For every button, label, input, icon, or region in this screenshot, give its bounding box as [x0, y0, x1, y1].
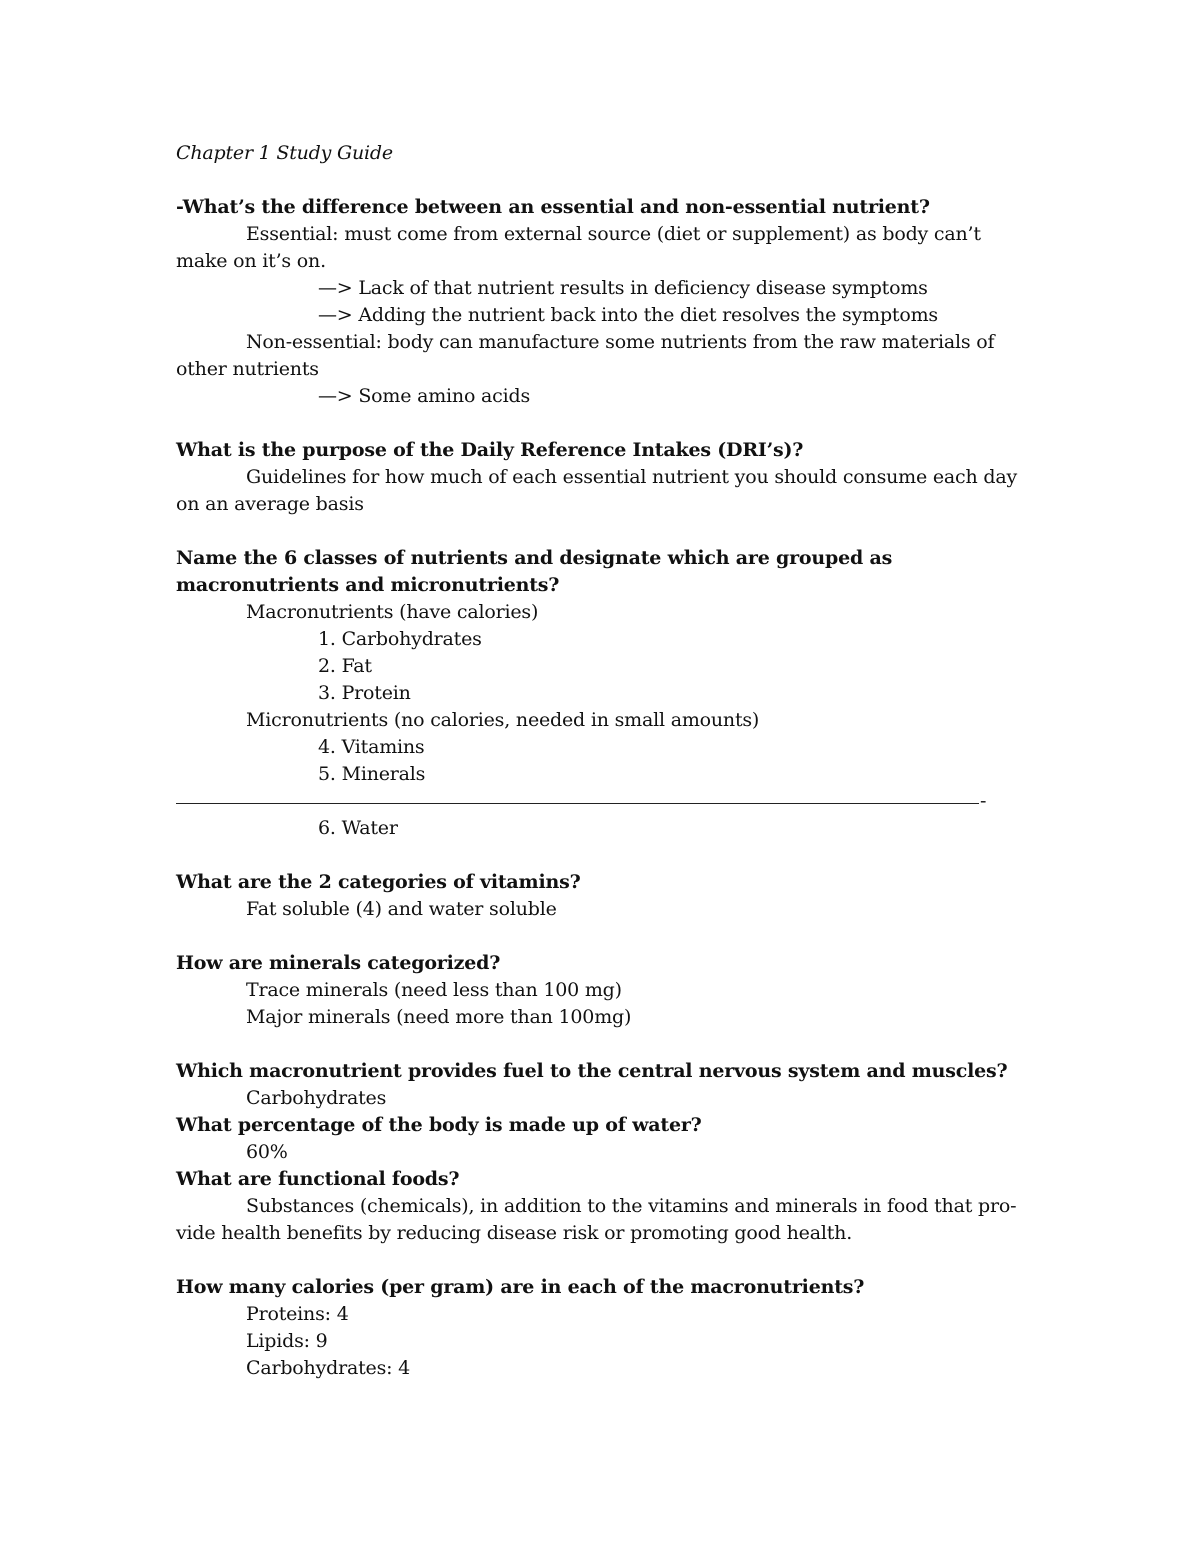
answer-text: Guidelines for how much of each essential nutrient you should consume each day on an average basis	[176, 466, 1017, 515]
document-title: Chapter 1 Study Guide	[176, 142, 393, 164]
section-calories	[176, 1274, 1026, 1382]
document-page	[176, 140, 1026, 1382]
list-item: 4. Vitamins	[318, 736, 425, 758]
question-heading: What are the 2 categories of vitamins?	[176, 871, 581, 893]
answer-text: Non-essential: body can manufacture some nutrients from the raw materials of other nutrients	[176, 331, 995, 380]
question-heading: Name the 6 classes of nutrients and designate which are grouped as macronutrients and micronutrients?	[176, 547, 893, 596]
section-nutrient-classes	[176, 545, 1026, 842]
question-heading: What is the purpose of the Daily Reference Intakes (DRI’s)?	[176, 439, 804, 461]
question-heading: How are minerals categorized?	[176, 952, 501, 974]
question-heading: What are functional foods?	[176, 1168, 460, 1190]
section-dri	[176, 437, 1026, 518]
answer-text: Substances (chemicals), in addition to the vitamins and minerals in food that pro-vide health benefits by reducing disease risk or promoting good health.	[176, 1195, 1017, 1244]
section-essential-nutrients	[176, 194, 1026, 410]
list-item: 6. Water	[318, 817, 398, 839]
rule-line	[176, 803, 979, 804]
rule-dash: -	[980, 790, 987, 812]
horizontal-rule	[176, 788, 1026, 815]
list-item: 2. Fat	[318, 655, 372, 677]
answer-point: —> Some amino acids	[318, 385, 531, 407]
answer-text: Carbohydrates: 4	[246, 1357, 411, 1379]
answer-text: Lipids: 9	[246, 1330, 328, 1352]
answer-label: Macronutrients (have calories)	[246, 601, 539, 623]
answer-label: Micronutrients (no calories, needed in small amounts)	[246, 709, 760, 731]
section-water-percentage	[176, 1112, 1026, 1166]
answer-text: Trace minerals (need less than 100 mg)	[246, 979, 622, 1001]
list-item: 1. Carbohydrates	[318, 628, 482, 650]
answer-text: Major minerals (need more than 100mg)	[246, 1006, 632, 1028]
answer-text: 60%	[246, 1141, 288, 1163]
question-heading: What percentage of the body is made up of water?	[176, 1114, 702, 1136]
answer-text: Fat soluble (4) and water soluble	[246, 898, 557, 920]
section-vitamins	[176, 869, 1026, 923]
section-fuel	[176, 1058, 1026, 1112]
answer-point: —> Adding the nutrient back into the diet resolves the symptoms	[318, 304, 938, 326]
answer-text: Proteins: 4	[246, 1303, 349, 1325]
answer-text: Carbohydrates	[246, 1087, 387, 1109]
list-item: 3. Protein	[318, 682, 411, 704]
section-minerals	[176, 950, 1026, 1031]
answer-text: Essential: must come from external source (diet or supplement) as body can’t make on it’s on.	[176, 223, 981, 272]
question-heading: How many calories (per gram) are in each of the macronutrients?	[176, 1276, 865, 1298]
question-heading: Which macronutrient provides fuel to the central nervous system and muscles?	[176, 1060, 1008, 1082]
list-item: 5. Minerals	[318, 763, 426, 785]
section-functional-foods	[176, 1166, 1026, 1247]
answer-point: —> Lack of that nutrient results in deficiency disease symptoms	[318, 277, 928, 299]
question-heading: -What’s the difference between an essential and non-essential nutrient?	[176, 196, 930, 218]
